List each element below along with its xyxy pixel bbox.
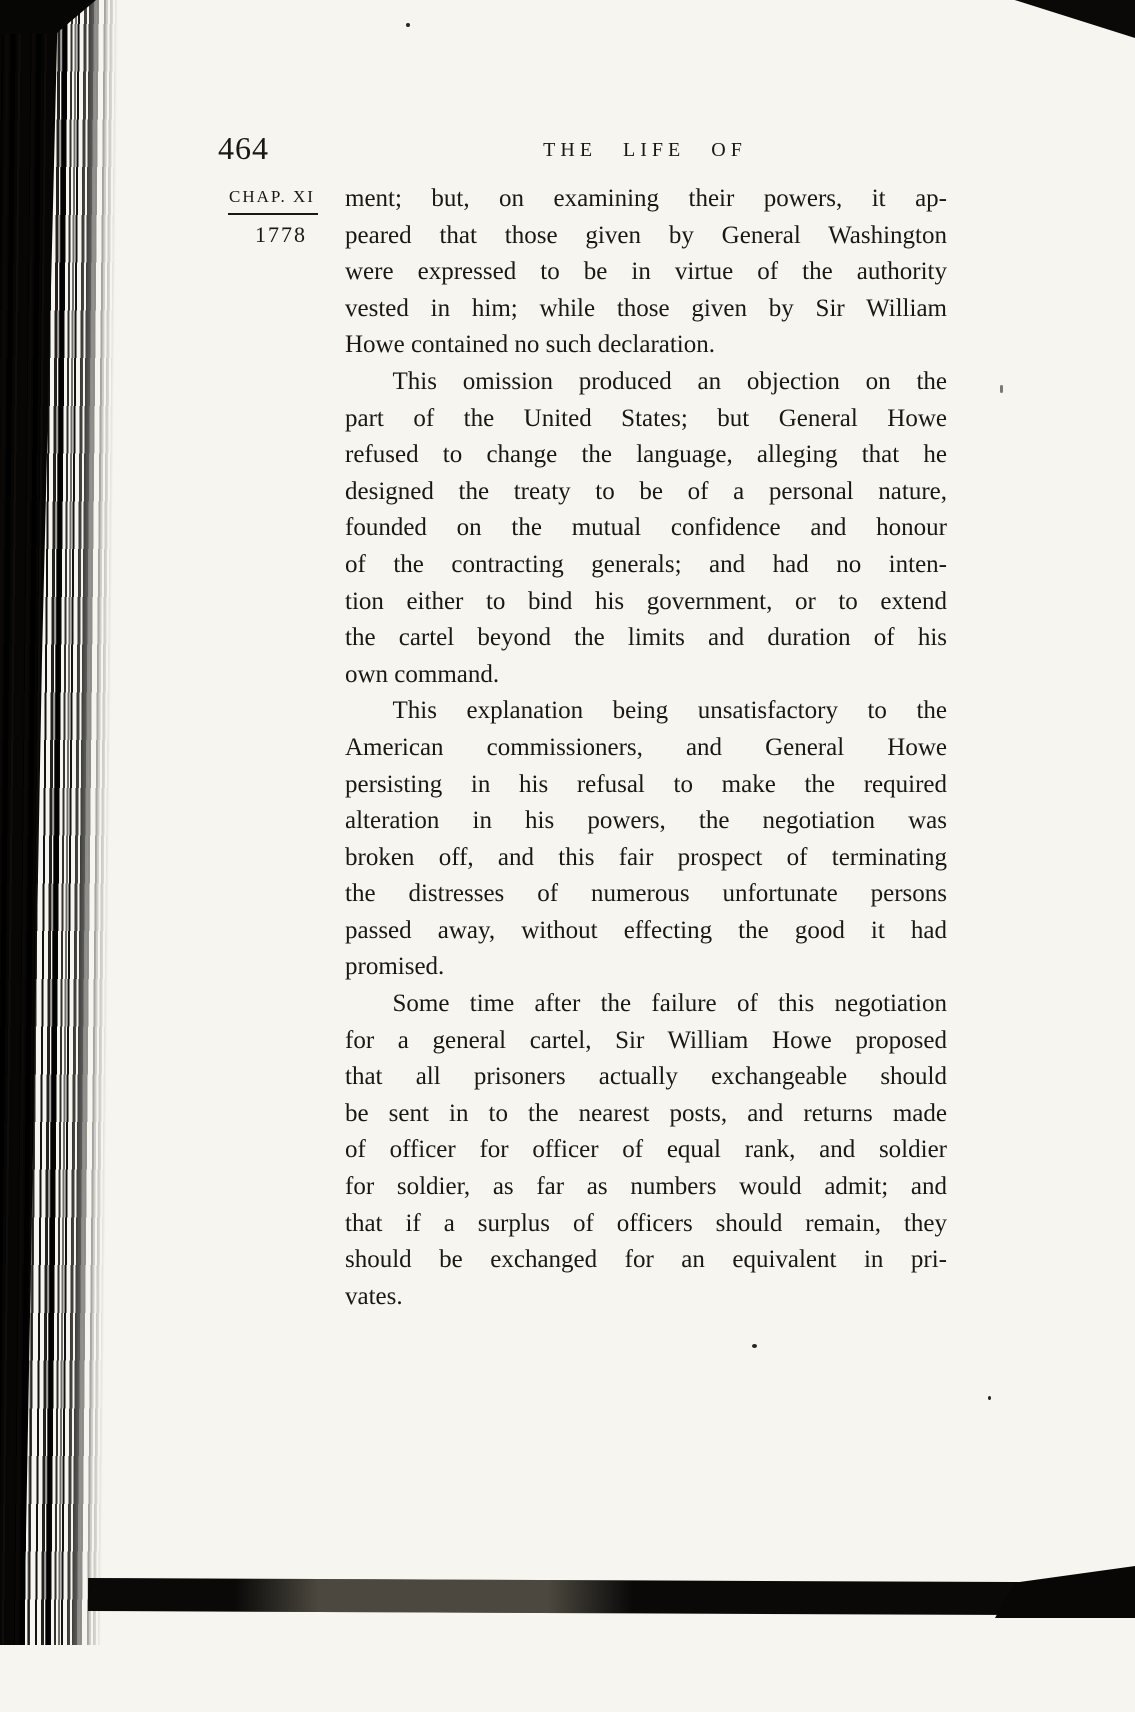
chapter-label: CHAP. XI [228, 188, 318, 215]
scan-bottom-edge-artifact [88, 1578, 1135, 1616]
text-line: that all prisoners actually exchangeable should [345, 1063, 947, 1091]
text-line: of the contracting generals; and had no inten- [345, 550, 947, 578]
text-line: Howe contained no such declaration. [345, 331, 716, 359]
text-line: peared that those given by General Washington [345, 221, 947, 249]
text-line: passed away, without effecting the good it had [345, 916, 947, 944]
text-line: for soldier, as far as numbers would admit; and [345, 1173, 947, 1201]
year-label: 1778 [255, 222, 307, 247]
text-line: broken off, and this fair prospect of terminating [345, 843, 947, 871]
text-line: This explanation being unsatisfactory to the [392, 697, 947, 725]
scan-binding-streaks-artifact [0, 0, 118, 1645]
text-line: designed the treaty to be of a personal nature, [345, 477, 947, 505]
text-line: Some time after the failure of this negotiation [392, 990, 947, 1018]
text-line: persisting in his refusal to make the required [345, 770, 947, 798]
text-line: for a general cartel, Sir William Howe proposed [345, 1026, 947, 1054]
text-line: promised. [345, 953, 445, 981]
body-paragraph [345, 364, 947, 693]
scan-top-right-corner-artifact [1007, 0, 1135, 38]
text-line: that if a surplus of officers should remain, they [345, 1209, 947, 1237]
scan-speck-artifact [752, 1344, 757, 1348]
text-line: vested in him; while those given by Sir William [345, 294, 947, 322]
text-line: were expressed to be in virtue of the authority [345, 258, 947, 286]
text-line: American commissioners, and General Howe [345, 733, 947, 761]
running-header: THE LIFE OF [543, 139, 747, 161]
body-paragraph [345, 693, 947, 986]
text-line: the cartel beyond the limits and duration of his [345, 624, 947, 652]
text-line: part of the United States; but General Howe [345, 404, 947, 432]
text-line: be sent in to the nearest posts, and returns made [345, 1099, 947, 1127]
text-line: alteration in his powers, the negotiation was [345, 807, 947, 835]
body-paragraph [345, 181, 947, 364]
text-line: This omission produced an objection on the [392, 367, 947, 395]
scan-speck-artifact [406, 23, 410, 27]
body-text [345, 181, 947, 1315]
margin-notes [228, 188, 334, 246]
page-number: 464 [218, 130, 269, 166]
text-line: founded on the mutual confidence and honour [345, 514, 947, 542]
text-line: should be exchanged for an equivalent in pri- [345, 1246, 947, 1274]
scan-speck-artifact [988, 1396, 991, 1400]
text-line: the distresses of numerous unfortunate persons [345, 880, 947, 908]
body-paragraph [345, 986, 947, 1315]
text-line: of officer for officer of equal rank, and soldier [345, 1136, 947, 1164]
scan-bottom-right-corner-artifact [995, 1566, 1135, 1618]
text-line: own command. [345, 660, 500, 688]
scan-speck-artifact [1000, 385, 1003, 393]
text-line: vates. [345, 1282, 403, 1310]
text-line: ment; but, on examining their powers, it ap- [345, 185, 947, 212]
text-line: refused to change the language, alleging that he [345, 441, 947, 469]
text-line: tion either to bind his government, or to extend [345, 587, 947, 615]
